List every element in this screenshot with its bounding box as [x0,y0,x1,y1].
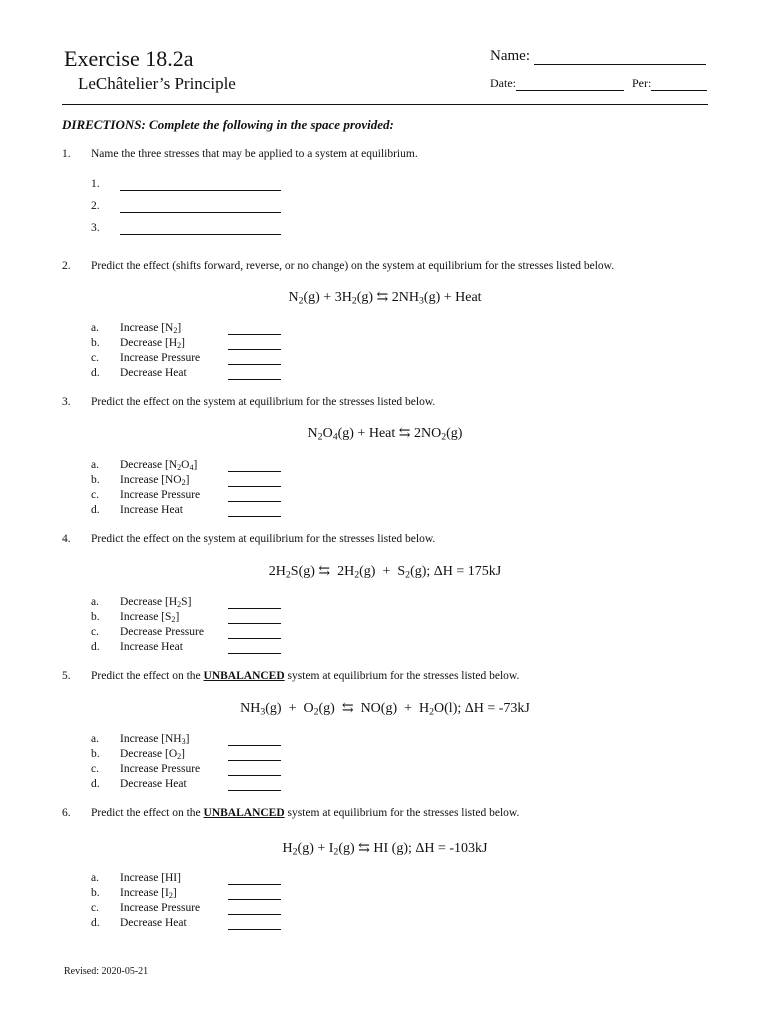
q1-answer-blank-1[interactable] [120,189,281,191]
question-4-text: Predict the effect on the system at equilibrium for the stresses listed below. [91,533,436,545]
q3-item-letter: c. [91,489,99,501]
question-2-text: Predict the effect (shifts forward, reverse, or no change) on the system at equilibrium for the stresses listed below. [91,260,615,272]
q4-answer-blank-c[interactable] [228,637,281,639]
q6-answer-blank-d[interactable] [228,928,281,930]
q3-answer-blank-a[interactable] [228,470,281,472]
name-blank[interactable] [534,50,706,65]
q2-item-letter: a. [91,322,99,334]
question-6-number: 6. [62,807,71,819]
q5-unbalanced-emphasis: UNBALANCED [203,670,285,682]
q1-blank-number-3: 3. [91,222,100,234]
q4-item-letter: c. [91,626,99,638]
question-2-number: 2. [62,260,71,272]
q3-item-letter: d. [91,504,100,516]
question-1-number: 1. [62,148,71,160]
worksheet-subtitle: LeChâtelier’s Principle [78,74,236,93]
q2-item-label: Increase $[N_2]$ [120,322,182,335]
q1-blank-number-2: 2. [91,200,100,212]
q5-item-label: Increase $[NH_3]$ [120,733,190,746]
q4-item-label: Decrease Pressure [120,626,204,638]
q6-answer-blank-b[interactable] [228,898,281,900]
date-blank[interactable] [516,79,624,91]
q6-item-label: Increase [HI] [120,872,181,884]
directions: DIRECTIONS: Complete the following in the space provided: [62,117,394,132]
q4-item-letter: d. [91,641,100,653]
q1-blank-number-1: 1. [91,178,100,190]
date-label: Date: [490,76,516,90]
q6-item-label: Increase Pressure [120,902,201,914]
q2-item-letter: d. [91,367,100,379]
question-1-text: Name the three stresses that may be applied to a system at equilibrium. [91,148,418,160]
q4-item-label: Increase Heat [120,641,183,653]
period-blank[interactable] [651,79,707,91]
question-3-text: Predict the effect on the system at equilibrium for the stresses listed below. [91,396,436,408]
q3-answer-blank-b[interactable] [228,485,281,487]
q5-item-letter: a. [91,733,99,745]
q5-text-after: system at equilibrium for the stresses listed below. [284,670,520,682]
period-label: Per: [632,76,652,90]
q2-answer-blank-a[interactable] [228,333,281,335]
q4-item-label: Decrease $[H_2S]$ [120,596,192,609]
q5-answer-blank-b[interactable] [228,759,281,761]
q5-item-letter: b. [91,748,100,760]
question-2-equation: $N_2(g) + 3H_2(g)$ ⇆ $2NH_3(g)$ + Heat [288,290,482,307]
question-5-text [91,670,519,682]
q5-answer-blank-c[interactable] [228,774,281,776]
q3-item-letter: a. [91,459,99,471]
q3-answer-blank-d[interactable] [228,515,281,517]
q4-item-letter: a. [91,596,99,608]
question-5-equation: $NH_3(g) + O_2(g)$ ⇆ $NO(g) + H_2O(l)$; ΔH = -73kJ [240,701,530,718]
q2-answer-blank-d[interactable] [228,378,281,380]
q5-answer-blank-a[interactable] [228,744,281,746]
q6-text-before: Predict the effect on the [91,807,204,819]
q5-item-label: Decrease Heat [120,778,187,790]
q6-answer-blank-c[interactable] [228,913,281,915]
q5-text-before: Predict the effect on the [91,670,204,682]
q6-unbalanced-emphasis: UNBALANCED [203,807,285,819]
revised-date: Revised: 2020-05-21 [64,966,149,977]
q6-item-label: Decrease Heat [120,917,187,929]
q5-item-letter: d. [91,778,100,790]
q2-answer-blank-b[interactable] [228,348,281,350]
q5-item-label: Decrease $[O_2]$ [120,748,186,761]
q6-item-letter: a. [91,872,99,884]
q4-answer-blank-b[interactable] [228,622,281,624]
q6-text-after: system at equilibrium for the stresses listed below. [284,807,520,819]
q2-item-label: Decrease $[H_2]$ [120,337,186,350]
q4-item-label: Increase $[S_2]$ [120,611,180,624]
question-3-equation: $N_2O_4(g)$ + Heat ⇆ $2NO_2(g)$ [307,426,463,443]
q3-answer-blank-c[interactable] [228,500,281,502]
question-6-equation: $H_2(g) + I_2(g)$ ⇆ HI (g); ΔH = -103kJ [282,841,488,858]
q6-item-letter: d. [91,917,100,929]
q2-item-letter: b. [91,337,100,349]
q3-item-label: Decrease $[N_2O_4]$ [120,459,198,472]
q3-item-label: Increase Heat [120,504,183,516]
question-5-number: 5. [62,670,71,682]
question-6-text [91,807,519,819]
q3-item-label: Increase $[NO_2]$ [120,474,190,487]
header-divider [62,104,708,105]
q6-answer-blank-a[interactable] [228,883,281,885]
question-4-equation: $2H_2S(g)$ ⇆ $2H_2(g) + S_2(g)$; ΔH = 175kJ [268,564,502,581]
question-4-number: 4. [62,533,71,545]
q4-answer-blank-d[interactable] [228,652,281,654]
q5-answer-blank-d[interactable] [228,789,281,791]
q3-item-label: Increase Pressure [120,489,201,501]
q6-item-letter: b. [91,887,100,899]
q5-item-letter: c. [91,763,99,775]
q4-item-letter: b. [91,611,100,623]
q6-item-letter: c. [91,902,99,914]
question-3-number: 3. [62,396,71,408]
q5-item-label: Increase Pressure [120,763,201,775]
name-label: Name: [490,48,530,64]
q4-answer-blank-a[interactable] [228,607,281,609]
q1-answer-blank-2[interactable] [120,211,281,213]
q3-item-letter: b. [91,474,100,486]
worksheet-title: Exercise 18.2a [64,46,194,71]
q1-answer-blank-3[interactable] [120,233,281,235]
q2-item-label: Increase Pressure [120,352,201,364]
q2-item-letter: c. [91,352,99,364]
name-field[interactable] [490,48,706,65]
q6-item-label: Increase $[I_2]$ [120,887,177,900]
q2-answer-blank-c[interactable] [228,363,281,365]
date-per-field [490,76,707,91]
q2-item-label: Decrease Heat [120,367,187,379]
